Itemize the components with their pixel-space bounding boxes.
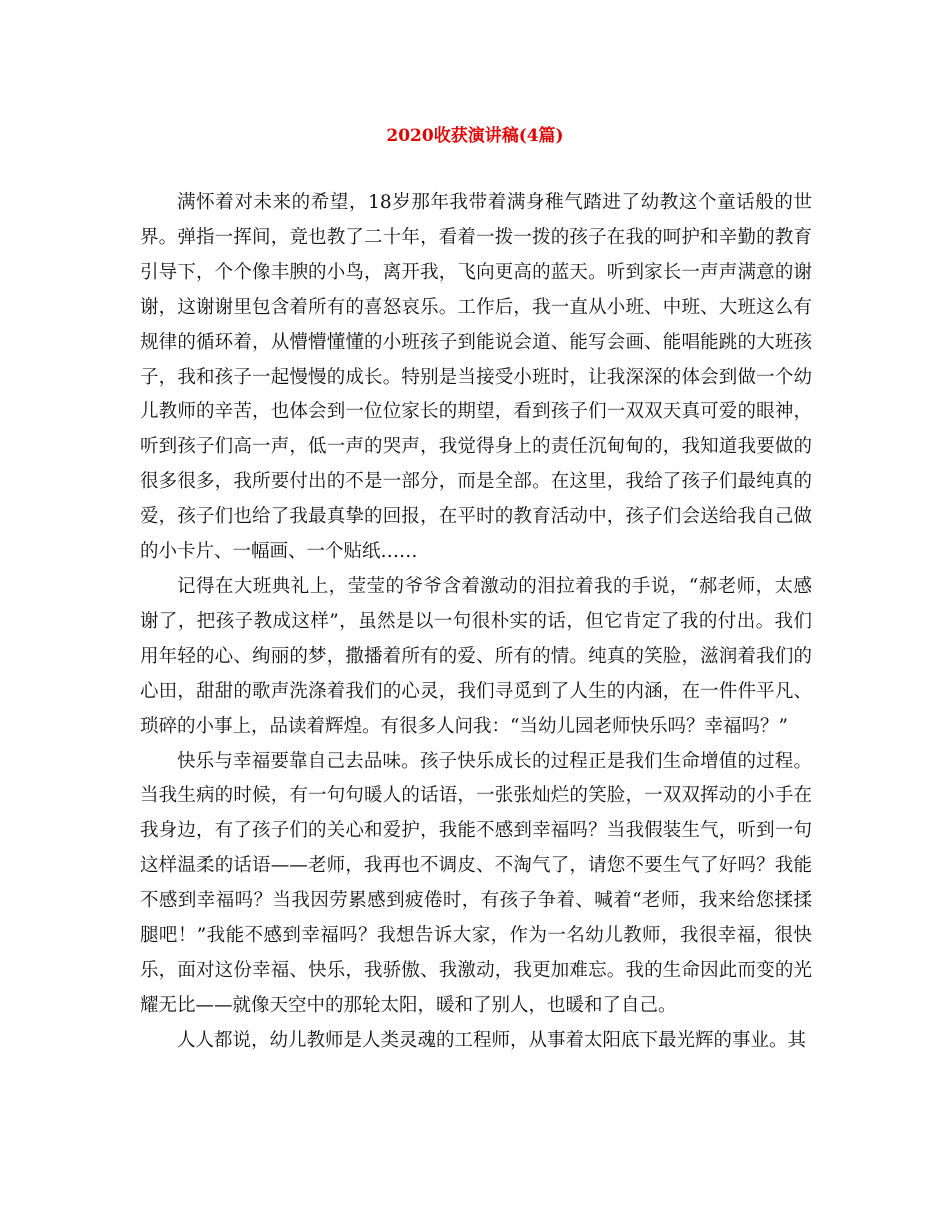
paragraph: 记得在大班典礼上，莹莹的爷爷含着激动的泪拉着我的手说，“郝老师，太感谢了，把孩子教成这样”，虽然是以一句很朴实的话，但它肯定了我的付出。我们用年轻的心、绚丽的梦，撒播着所有的爱、所有的情。纯真的笑脸，滋润着我们的心田，甜甜的歌声洗涤着我们的心灵，我们寻觅到了人生的内涵，在一件件平凡、琐碎的小事上，品读着辉煌。有很多人问我：“当幼儿园老师快乐吗？幸福吗？” xyxy=(140,575,812,737)
document-body xyxy=(140,186,812,1059)
paragraph: 快乐与幸福要靠自己去品味。孩子快乐成长的过程正是我们生命增值的过程。当我生病的时候，有一句句暖人的话语，一张张灿烂的笑脸，一双双挥动的小手在我身边，有了孩子们的关心和爱护，我能不感到幸福吗？当我假装生气，听到一句这样温柔的话语——老师，我再也不调皮、不淘气了，请您不要生气了好吗？我能不感到幸福吗？当我因劳累感到疲倦时，有孩子争着、喊着“老师，我来给您揉揉腿吧！”我能不感到幸福吗？我想告诉大家，作为一名幼儿教师，我很幸福，很快乐，面对这份幸福、快乐，我骄傲、我激动，我更加难忘。我的生命因此而变的光耀无比——就像天空中的那轮太阳，暖和了别人，也暖和了自己。 xyxy=(140,750,812,1016)
document-title: 2020收获演讲稿(4篇) xyxy=(386,126,564,146)
paragraph: 满怀着对未来的希望，18岁那年我带着满身稚气踏进了幼教这个童话般的世界。弹指一挥间，竟也教了二十年，看着一拨一拨的孩子在我的呵护和辛勤的教育引导下，个个像丰腴的小鸟，离开我，飞向更高的蓝天。听到家长一声声满意的谢谢，这谢谢里包含着所有的喜怒哀乐。工作后，我一直从小班、中班、大班这么有规律的循环着，从懵懵懂懂的小班孩子到能说会道、能写会画、能唱能跳的大班孩子，我和孩子一起慢慢的成长。特别是当接受小班时，让我深深的体会到做一个幼儿教师的辛苦，也体会到一位位家长的期望，看到孩子们一双双天真可爱的眼神，听到孩子们高一声，低一声的哭声，我觉得身上的责任沉甸甸的，我知道我要做的很多很多，我所要付出的不是一部分，而是全部。在这里，我给了孩子们最纯真的爱，孩子们也给了我最真挚的回报，在平时的教育活动中，孩子们会送给我自己做的小卡片、一幅画、一个贴纸…… xyxy=(140,192,812,563)
paragraph: 人人都说，幼儿教师是人类灵魂的工程师，从事着太阳底下最光辉的事业。其 xyxy=(177,1029,807,1051)
